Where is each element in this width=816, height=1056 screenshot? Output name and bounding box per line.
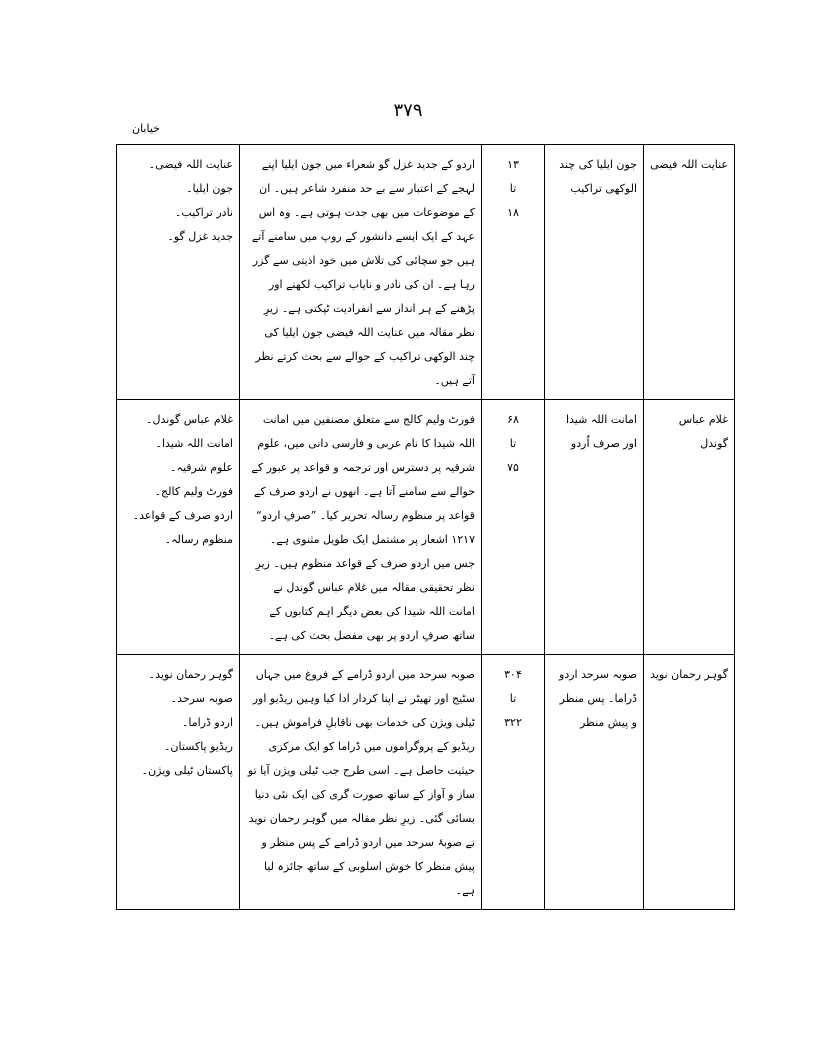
keyword: منظوم رسالہ۔ [164,533,233,546]
table-row [117,400,735,655]
keyword: جون ایلیا۔ [186,182,233,195]
page-start: ۱۳ [507,158,519,171]
keywords-cell [117,655,240,910]
title-cell: امانت اللہ شیدا اور صرف اُردو [545,400,644,655]
summary-cell: فورٹ ولیم کالج سے متعلق مصنفین میں امانت اللہ شیدا کا نام عربی و فارسی دانی میں، علوم شرقیہ پر دسترس اور ترجمہ و قواعد پر عبور کے حوالے سے سامنے آتا ہے۔ انھوں نے اردو صرف کے قواعد پر منظوم رسالہ تحریر کیا۔ ”صرفِ اردو“ ۱۲۱۷ اشعار پر مشتمل ایک طویل مثنوی ہے۔ جس میں اردو صرف کے قواعد منظوم ہیں۔ زیرِ نظر تحقیقی مقالہ میں غلام عباس گوندل نے امانت اللہ شیدا کی بعض دیگر اہم کتابوں کے ساتھ صرفِ اردو پر بھی مفصل بحث کی ہے۔ [240,400,482,655]
page-start: ۶۸ [507,413,519,426]
keyword: امانت اللہ شیدا۔ [155,437,233,450]
table-row [117,655,735,910]
keyword: عنایت اللہ فیضی۔ [148,158,233,171]
journal-name: خیابان [132,122,160,135]
pages-cell [482,145,545,400]
keyword: صوبہ سرحد۔ [170,692,233,705]
keyword: علوم شرقیہ۔ [170,461,233,474]
table-row [117,145,735,400]
page-start: ۳۰۴ [504,668,522,681]
page-to: تا [509,182,517,195]
page-to: تا [509,437,517,450]
author-cell: غلام عباس گوندل [644,400,735,655]
index-table [116,144,735,910]
author-cell: عنایت اللہ فیضی [644,145,735,400]
keyword: غلام عباس گوندل۔ [146,413,233,426]
author-cell: گوہر رحمان نوید [644,655,735,910]
keywords-cell [117,145,240,400]
summary-cell: اردو کے جدید غزل گو شعراء میں جون ایلیا اپنے لہجے کے اعتبار سے بے حد منفرد شاعر ہیں۔ ان کے موضوعات میں بھی جدت ہوتی ہے۔ وہ اس عہد کے ایک ایسے دانشور کے روپ میں سامنے آتے ہیں جو سچائی کی تلاش میں خود اذیتی سے گزر رہا ہے۔ ان کی نادر و نایاب تراکیب لکھنے اور پڑھنے کے ہر انداز سے انفرادیت ٹپکتی ہے۔ زیرِ نظر مقالہ میں عنایت اللہ فیضی جون ایلیا کی چند الوکھی تراکیب کے حوالے سے بحث کرتے نظر آتے ہیں۔ [240,145,482,400]
page-end: ۳۲۲ [504,716,522,729]
keyword: جدید غزل گو۔ [167,230,233,243]
pages-cell [482,400,545,655]
keyword: اردو ڈراما۔ [181,716,233,729]
title-cell: جون ایلیا کی چند الوکھی تراکیب [545,145,644,400]
keyword: فورٹ ولیم کالج۔ [154,485,233,498]
keyword: پاکستان ٹیلی ویژن۔ [141,764,233,777]
page-end: ۷۵ [507,461,519,474]
keyword: اردو صرف کے قواعد۔ [132,509,233,522]
page-number: ۳۷۹ [393,100,423,121]
page-end: ۱۸ [507,206,519,219]
keyword: ریڈیو پاکستان۔ [163,740,233,753]
title-cell: صوبہ سرحد اردو ڈراما۔ پس منظر و پیش منظر [545,655,644,910]
summary-cell: صوبہ سرحد میں اردو ڈرامے کے فروغ میں جہاں سٹیج اور تھیٹر نے اپنا کردار ادا کیا وہیں ریڈیو اور ٹیلی ویژن کی خدمات بھی ناقابلِ فراموش ہیں۔ ریڈیو کے پروگراموں میں ڈراما کو ایک مرکزی حیثیت حاصل ہے۔ اسی طرح جب ٹیلی ویژن آیا تو ساز و آواز کے ساتھ صورت گری کی ایک نئی دنیا بسائی گئی۔ زیرِ نظر مقالہ میں گوہر رحمان نوید نے صوبۂ سرحد میں اردو ڈرامے کے پس منظر و پیش منظر کا خوش اسلوبی کے ساتھ جائزہ لیا ہے۔ [240,655,482,910]
keyword: گوہر رحمان نوید۔ [148,668,233,681]
keywords-cell [117,400,240,655]
keyword: نادر تراکیب۔ [174,206,233,219]
page-to: تا [509,692,517,705]
pages-cell [482,655,545,910]
